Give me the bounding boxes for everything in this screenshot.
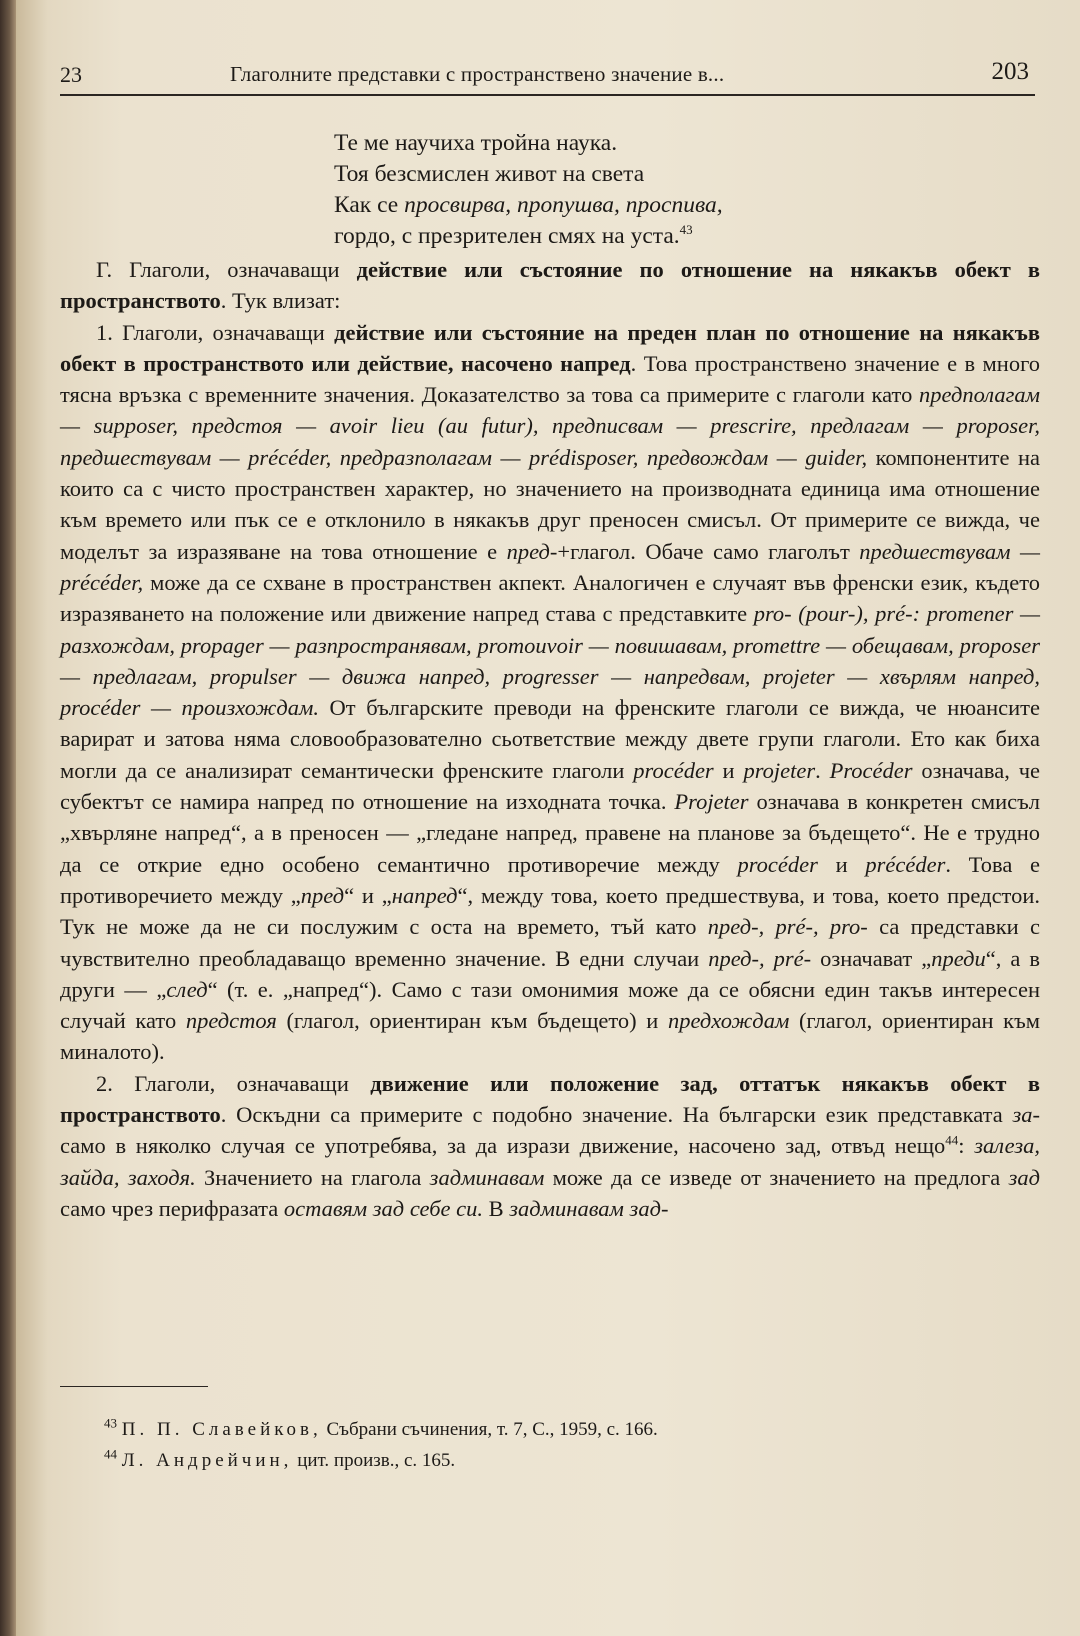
body-text <box>60 254 1040 1224</box>
paragraph-section-g: Г. Глаголи, означаващи действие или състояние по отношение на някакъв обект в пространството. Тук влизат: <box>60 257 1040 314</box>
verse-line: Те ме научиха тройна наука. <box>334 130 618 156</box>
book-spine-shadow <box>0 0 16 1636</box>
footnote-divider <box>60 1386 208 1387</box>
footnote-44: $^{44}$ Л. Андрейчин, цит. произв., с. 165. <box>104 1446 456 1471</box>
verse-italic: просвирва, пропушва, проспива, <box>404 192 723 218</box>
verse-text: Как се <box>334 192 405 218</box>
verse-text: гордо, с презрителен смях на уста. <box>334 223 680 249</box>
verse-quote <box>334 128 1014 252</box>
footnote-ref: 44 <box>945 1132 959 1148</box>
footnotes <box>104 1414 1004 1476</box>
footnote-43: $^{43}$ П. П. Славейков, Събрани съчинения, т. 7, С., 1959, с. 166. <box>104 1415 658 1440</box>
paragraph-item-1: 1. Глаголи, означаващи действие или състояние на преден план по отношение на някакъв обект в пространството или действие, насочено напред. Това пространствено значение е в много тясна връзка с временните значения. Доказателство за това са примерите с глаголи като предполагам — supposer, предстоя — avoir lieu (au futur), предписвам — prescrire, предлагам — proposer, предшествувам — précéder, предразполагам — prédisposer, предвождам — guider, компонентите на които са с чисто пространствен характер, но значението на производната единица има отношение към времето или пък се е отклонило в някакъв друг преносен смисъл. От примерите се вижда, че моделът за изразяване на това отношение е пред-+глагол. Обаче само глаголът предшествувам — précéder, може да се схване в пространствен акпект. Аналогичен е случаят във френски език, където изразяването на положение или движение напред става с представките pro- (pour-), pré-: promener — разхождам, propager — разпространявам, promouvoir — повишавам, promettre — обещавам, proposer — предлагам, propulser — движа напред, progresser — напредвам, projeter — хвърлям напред, procéder — произхождам. От българските преводи на френските глаголи се вижда, че нюансите варират и затова няма словообразователно сьответствие между двете групи глаголи. Ето как биха могли да се анализират семантически френските глаголи procéder и projeter. Procéder означава, че субектът се намира напред по отношение на изходната точка. Projeter означава в конкретен смисъл „хвърляне напред“, а в преносен — „гледане напред, правене на планове за бъдещето“. Не е трудно да се открие едно особено семантично противоречие между procéder и précéder. Това е противоречието между „пред“ и „напред“, между това, което предшествува, и това, което предстои. Тук не може да не си послужим с оста на времето, тъй като пред-, pré-, pro- са представки с чувствително преобладаващо временно значение. В едни случаи пред-, pré- означават „преди“, а в други — „след“ (т. е. „напред“). Само с тази омонимия може да се обясни един такъв интересен случай като предстоя (глагол, ориентиран към бъдещето) и предхождам (глагол, ориентиран към миналото). <box>60 319 1041 1065</box>
right-page-number: 203 <box>991 58 1029 85</box>
book-page <box>16 0 1080 1636</box>
verse-line: Тоя безсмислен живот на света <box>334 161 645 187</box>
footnote-ref: 43 <box>679 222 693 238</box>
left-page-number: 23 <box>60 62 82 87</box>
running-header <box>60 60 1035 96</box>
paragraph-item-2: 2. Глаголи, означаващи движение или положение зад, оттатък някакъв обект в пространството. Оскъдни са примерите с подобно значение. На български език представката за- само в няколко случая се употребява, за да изрази движение, насочено зад, отвъд нещо$^{44}$: залеза, зайда, заходя. Значението на глагола задминавам може да се изведе от значението на предлога зад само чрез перифразата оставям зад себе си. В задминавам зад- <box>60 1070 1040 1221</box>
verse-line <box>334 190 1014 221</box>
verse-line <box>334 221 1014 252</box>
running-title: Глаголните представки с пространствено значение в... <box>230 62 725 86</box>
